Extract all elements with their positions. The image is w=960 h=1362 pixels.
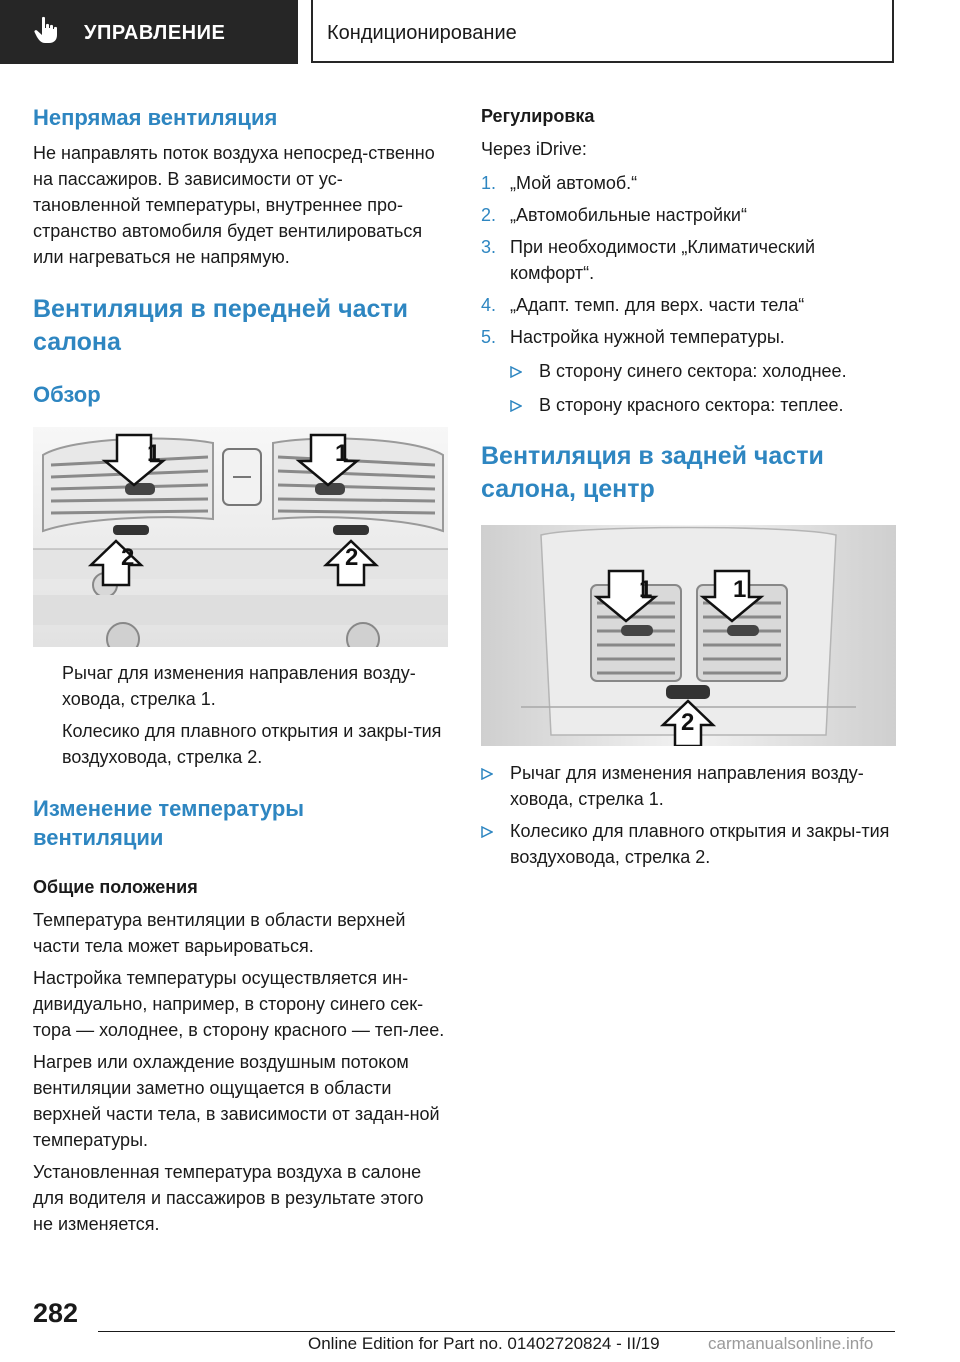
heading-rear-line-2: салона, центр	[481, 475, 655, 503]
list-item	[481, 760, 896, 812]
sub-bullet-2-text: В сторону красного сектора: теплее.	[539, 395, 844, 415]
sub-bullet-1-text: В сторону синего сектора: холоднее.	[539, 361, 847, 381]
list-item	[481, 392, 896, 418]
rear-arrow-label-1b: 1	[733, 576, 747, 603]
rear-vents-illustration	[481, 525, 896, 746]
step-text: „Мой автомоб.“	[510, 173, 638, 193]
front-arrow-label-1b: 1	[335, 440, 349, 467]
heading-rear-line-1: Вентиляция в задней части	[481, 442, 824, 470]
page-number: 282	[33, 1298, 79, 1328]
heading-front-line-2: салона	[33, 328, 121, 356]
list-item	[33, 718, 448, 770]
heading-indirect-ventilation: Непрямая вентиляция	[33, 105, 278, 130]
list-item	[481, 202, 896, 228]
heading-general: Общие положения	[33, 877, 198, 897]
left-column	[33, 100, 448, 1237]
rear-vents-figure	[481, 525, 896, 746]
front-vents-figure	[33, 427, 448, 647]
paragraph-general-2: Настройка температуры осуществляется ин-дивидуально, например, в сторону синего сек-тора — холоднее, в сторону красного — теп-лее.	[33, 968, 445, 1040]
step-number: 1.	[481, 173, 497, 193]
triangle-bullet-icon	[510, 400, 522, 412]
header-section-tab	[0, 0, 298, 64]
front-arrow-label-2b: 2	[345, 544, 359, 571]
step-number: 5.	[481, 327, 497, 347]
right-column	[481, 100, 896, 870]
paragraph-general-3: Нагрев или охлаждение воздушным потоком вентиляции заметно ощущается в области верхней части тела, в зависимости от задан-ной температуры.	[33, 1052, 440, 1150]
step-number: 2.	[481, 205, 497, 225]
heading-overview: Обзор	[33, 382, 101, 407]
list-item	[33, 660, 448, 712]
heading-rear-ventilation	[481, 440, 896, 506]
list-item	[481, 818, 896, 870]
rear-arrow-label-1a: 1	[639, 576, 653, 603]
triangle-bullet-icon	[481, 768, 493, 780]
front-vents-illustration	[33, 427, 448, 647]
section-title: УПРАВЛЕНИЕ	[84, 22, 226, 44]
front-arrow-label-1a: 1	[147, 440, 161, 467]
heading-front-line-1: Вентиляция в передней части	[33, 295, 409, 323]
front-arrow-label-2a: 2	[121, 544, 135, 571]
step-text: При необходимости „Климатический комфорт“.	[510, 237, 816, 283]
paragraph-general-1: Температура вентиляции в области верхней части тела может варьироваться.	[33, 910, 406, 956]
list-item	[481, 324, 896, 350]
heading-temp-line-1: Изменение температуры	[33, 796, 305, 821]
heading-temperature-change	[33, 794, 448, 852]
front-bullet-2-text: Колесико для плавного открытия и закры-тия воздуховода, стрелка 2.	[62, 721, 442, 767]
step-number: 4.	[481, 295, 497, 315]
list-item	[481, 170, 896, 196]
front-bullets	[33, 660, 448, 770]
list-item	[481, 234, 896, 286]
rear-bullet-1-text: Рычаг для изменения направления возду-ховода, стрелка 1.	[510, 763, 864, 809]
heading-temp-line-2: вентиляции	[33, 825, 164, 850]
triangle-bullet-icon	[481, 826, 493, 838]
rear-arrow-label-2: 2	[681, 709, 695, 736]
step-text: „Автомобильные настройки“	[510, 205, 747, 225]
step-text: „Адапт. темп. для верх. части тела“	[510, 295, 805, 315]
hand-pointer-icon	[34, 16, 58, 44]
rear-bullets	[481, 760, 896, 870]
step-number: 3.	[481, 237, 497, 257]
list-item	[481, 292, 896, 318]
watermark: carmanualsonline.info	[708, 1334, 874, 1353]
idrive-steps-list	[481, 170, 896, 418]
rear-bullet-2-text: Колесико для плавного открытия и закры-тия воздуховода, стрелка 2.	[510, 821, 890, 867]
paragraph-indirect-ventilation: Не направлять поток воздуха непосред-ственно на пассажиров. В зависимости от ус-тановленной температуры, внутреннее про-странство автомобиля будет вентилироваться или нагреваться не напрямую.	[33, 143, 435, 267]
paragraph-via-idrive: Через iDrive:	[481, 139, 587, 159]
heading-front-ventilation	[33, 293, 448, 359]
footer-edition: Online Edition for Part no. 01402720824 - II/19	[308, 1334, 660, 1353]
chapter-title: Кондиционирование	[327, 22, 517, 44]
triangle-bullet-icon	[510, 366, 522, 378]
paragraph-general-4: Установленная температура воздуха в салоне для водителя и пассажиров в результате этого не изменяется.	[33, 1162, 424, 1234]
footer-divider	[98, 1331, 895, 1332]
list-item	[481, 358, 896, 384]
step-text: Настройка нужной температуры.	[510, 327, 785, 347]
heading-adjustment: Регулировка	[481, 106, 595, 126]
front-bullet-1-text: Рычаг для изменения направления возду-ховода, стрелка 1.	[62, 663, 416, 709]
chapter-box	[311, 0, 894, 63]
